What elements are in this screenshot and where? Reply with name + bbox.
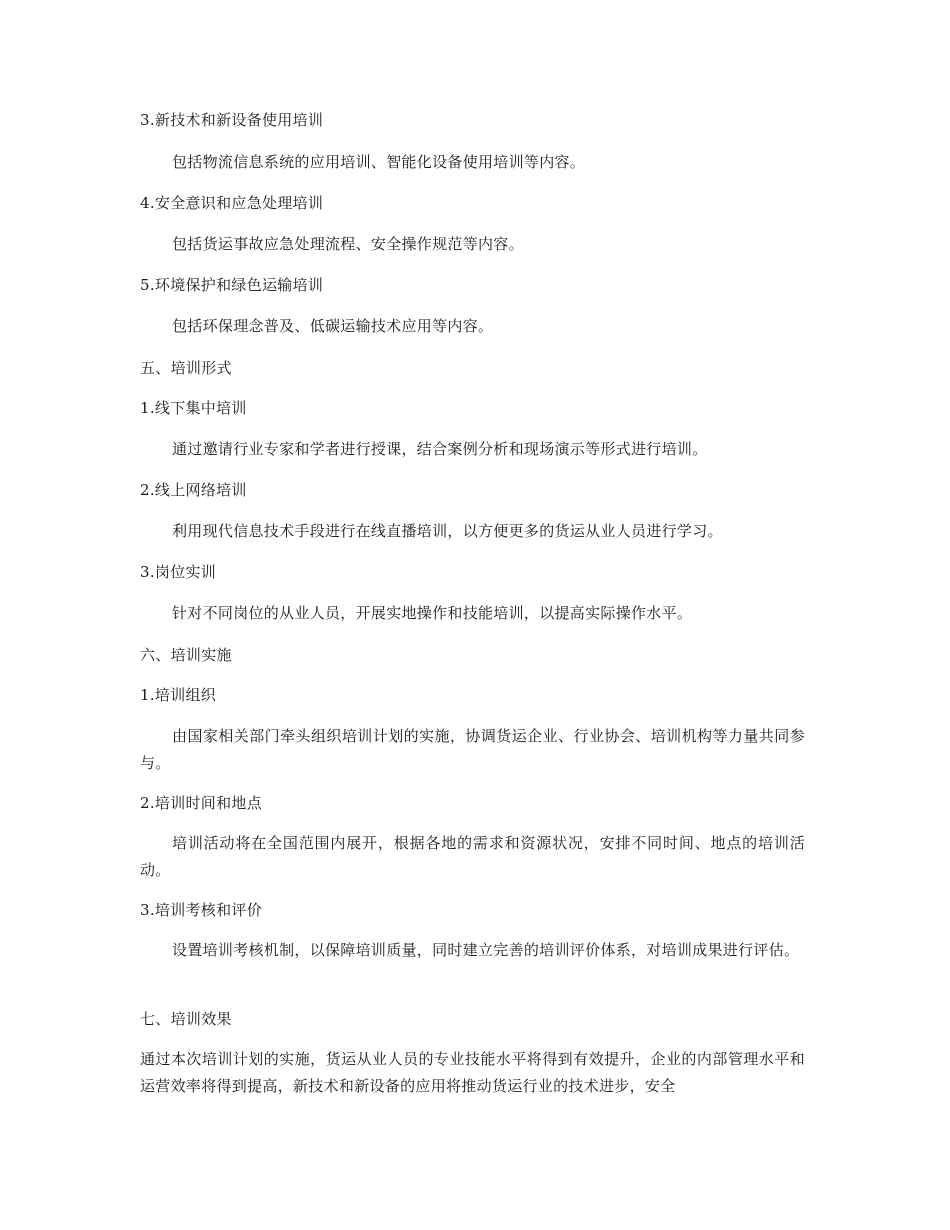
subsection-heading: 3.培训考核和评价 — [140, 901, 263, 919]
paragraph: 针对不同岗位的从业人员，开展实地操作和技能培训，以提高实际操作水平。 — [172, 604, 693, 622]
paragraph: 包括货运事故应急处理流程、安全操作规范等内容。 — [172, 235, 524, 253]
section-heading: 六、培训实施 — [140, 646, 232, 664]
paragraph: 设置培训考核机制，以保障培训质量，同时建立完善的培训评价体系，对培训成果进行评估。 — [172, 941, 800, 959]
section-heading: 五、培训形式 — [140, 359, 232, 377]
paragraph: 由国家相关部门牵头组织培训计划的实施，协调货运企业、行业协会、培训机构等力量共同参与。 — [140, 727, 805, 772]
paragraph: 通过邀请行业专家和学者进行授课，结合案例分析和现场演示等形式进行培训。 — [172, 440, 708, 458]
subsection-heading: 1.线下集中培训 — [140, 399, 247, 417]
paragraph: 包括环保理念普及、低碳运输技术应用等内容。 — [172, 317, 494, 335]
subsection-heading: 2.线上网络培训 — [140, 481, 247, 499]
subsection-heading: 5.环境保护和绿色运输培训 — [140, 276, 324, 294]
subsection-heading: 3.岗位实训 — [140, 563, 217, 581]
paragraph: 通过本次培训计划的实施，货运从业人员的专业技能水平将得到有效提升，企业的内部管理水平和运营效率将得到提高，新技术和新设备的应用将推动货运行业的技术进步，安全 — [140, 1050, 805, 1095]
subsection-heading: 2.培训时间和地点 — [140, 794, 263, 812]
section-heading: 七、培训效果 — [140, 1010, 232, 1028]
subsection-heading: 3.新技术和新设备使用培训 — [140, 111, 324, 129]
paragraph: 培训活动将在全国范围内展开，根据各地的需求和资源状况，安排不同时间、地点的培训活动。 — [140, 834, 805, 879]
paragraph: 包括物流信息系统的应用培训、智能化设备使用培训等内容。 — [172, 153, 586, 171]
subsection-heading: 1.培训组织 — [140, 686, 217, 704]
paragraph: 利用现代信息技术手段进行在线直播培训，以方便更多的货运从业人员进行学习。 — [172, 522, 723, 540]
subsection-heading: 4.安全意识和应急处理培训 — [140, 194, 324, 212]
